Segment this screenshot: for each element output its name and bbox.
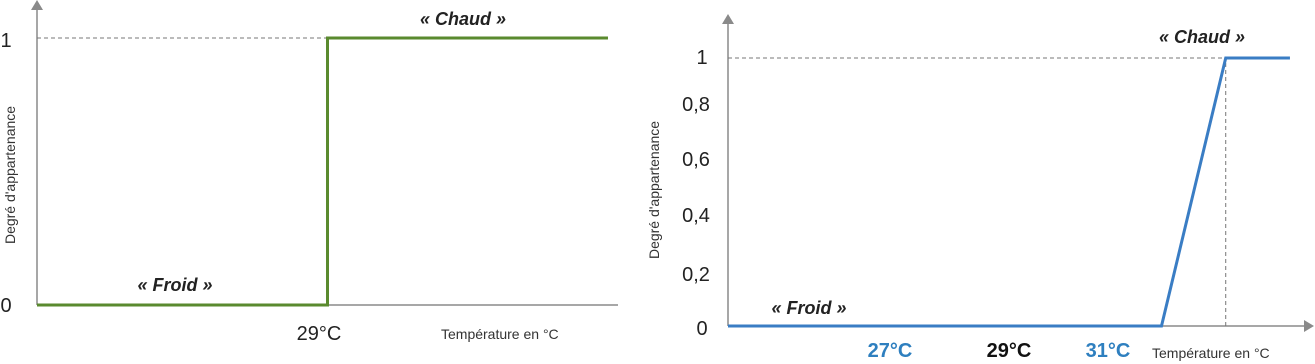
x-tick-label: 29°C [296,323,342,345]
y-tick-label: 1 [0,30,12,52]
annotation-froid-left: « Froid » [137,275,213,295]
annotation-chaud-right: « Chaud » [1158,27,1246,47]
y-tick-label: 0 [0,295,12,317]
x-axis-title-right: Température en °C [1152,345,1270,361]
x-axis-arrow-right [1304,320,1314,332]
y-axis-arrow-left [31,0,43,10]
chart-left [0,0,618,345]
x-axis-title-left: Température en °C [441,326,559,342]
y-axis-arrow-right [722,14,734,24]
y-tick-label: 0,2 [682,264,710,286]
annotation-chaud-left: « Chaud » [419,9,507,29]
annotation-froid-right: « Froid » [771,298,847,318]
y-axis-title-right: Degré d'appartenance [646,120,662,260]
y-tick-label: 0,4 [682,205,710,227]
y-tick-label: 0,8 [682,94,710,116]
x-tick-label: 27°C [867,340,913,362]
y-axis-title-left: Degré d'appartenance [2,105,18,245]
x-tick-label: 29°C [986,340,1032,362]
y-tick-label: 0,6 [682,149,710,171]
membership-function-line [728,58,1290,326]
membership-function-line [37,38,608,305]
y-tick-label: 1 [696,47,708,69]
chart-right [646,14,1314,362]
y-tick-label: 0 [696,318,708,340]
x-tick-label: 31°C [1085,340,1131,362]
